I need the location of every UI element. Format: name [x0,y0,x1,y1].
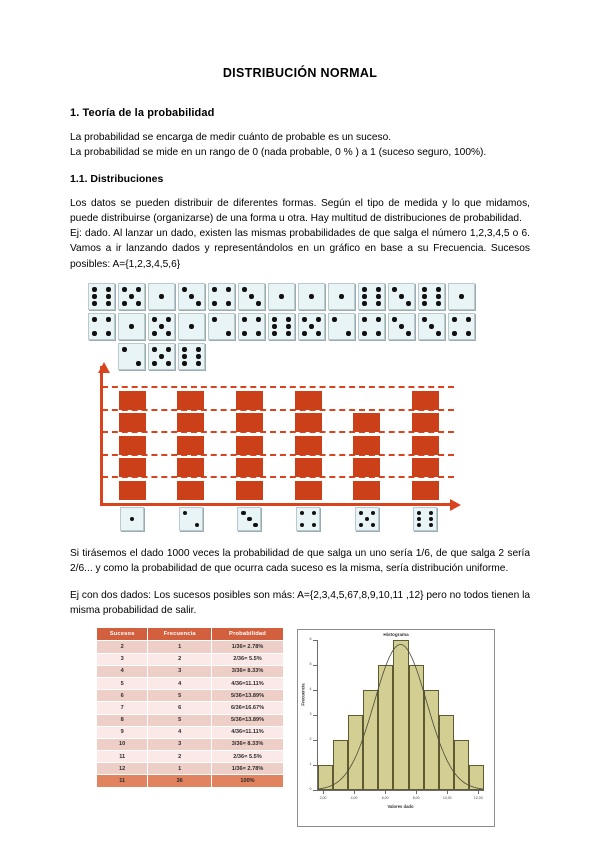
paragraph-6: Ej con dos dados: Los sucesos posibles son más: A={2,3,4,5,67,8,9,10,11 ,12} pero no todos tienen la misma probabilidad de salir. [70,589,530,616]
bar-segment [236,413,263,432]
x-label-2 [162,507,221,535]
table-row [97,763,284,775]
die-face-2 [328,313,355,340]
table-cell-sucesos: 9 [97,726,148,738]
table-row [97,653,284,665]
histogram-bar-7 [393,640,408,790]
bar-segment [295,458,322,477]
table-cell-sucesos: 10 [97,738,148,750]
histogram-bar-8 [409,665,424,790]
bar-segment [177,413,204,432]
column-header-sucesos: Sucesos [97,628,148,641]
table-cell-frecuencia: 2 [148,653,212,665]
y-tick [309,687,318,692]
table-cell-frecuencia: 3 [148,738,212,750]
die-face-4 [208,283,235,310]
table-row [97,641,284,653]
bar-segment [177,481,204,500]
histogram-bar-9 [424,690,439,790]
y-tick [309,787,318,792]
histogram-bar-12 [469,765,484,790]
table-cell-probabilidad: 4/36=11.11% [212,677,284,689]
table-cell-frecuencia: 4 [148,726,212,738]
column-header-frecuencia: Frecuencia [148,628,212,641]
y-tick [309,762,318,767]
bar-column-5 [337,391,396,503]
die-face-1 [120,507,144,531]
die-face-6 [413,507,437,531]
die-face-1 [298,283,325,310]
bar-column-6 [396,391,455,503]
bar-segment [177,391,204,410]
paragraph-5: Si tirásemos el dado 1000 veces la probabilidad de que salga un uno sería 1/6, de que salga 2 sería 2/6... y como la probabilidad de que ocurra cada suceso es la misma, sería distribución uniforme. [70,548,530,575]
x-label-1 [103,507,162,535]
document-content-2 [70,535,530,618]
histogram-title: Histograma [383,632,409,637]
die-face-1 [448,283,475,310]
die-face-1 [178,313,205,340]
die-face-4 [448,313,475,340]
table-cell-frecuencia: 5 [148,690,212,702]
dice-row [88,313,558,340]
bar-segment [353,436,380,455]
y-tick-label: 2 [309,737,312,742]
die-face-6 [88,283,115,310]
die-face-6 [418,283,445,310]
bar-segment [236,436,263,455]
die-face-5 [118,283,145,310]
table-cell-frecuencia: 3 [148,665,212,677]
die-face-2 [179,507,203,531]
histogram-x-axis [317,790,484,791]
table-row [97,751,284,763]
histogram-bar-6 [378,665,393,790]
bar-segment [295,413,322,432]
die-face-5 [148,313,175,340]
bar-segment [177,458,204,477]
table-cell-sucesos: 4 [97,665,148,677]
y-tick-label: 5 [309,662,312,667]
table-row [97,714,284,726]
table-cell-sucesos: 6 [97,690,148,702]
paragraph-4: Ej: dado. Al lanzar un dado, existen las mismas probabilidades de que salga el número 1,2,3,4,5 o 6. Vamos a ir lanzando dados y representándolos en un gráfico en base a su Frecuencia. Sucesos posibles: A={1,2,3,4,5,6} [70,228,530,270]
paragraph-3: Los datos se pueden distribuir de diferentes formas. Según el tipo de medida y lo que midamos, puede distribuirse (organizarse) de una forma u otra. Hay multitud de distribuciones de probabilidad. [70,197,530,224]
table-cell-frecuencia: 1 [148,641,212,653]
x-tick-label: 6,00 [381,796,389,800]
table-cell-frecuencia: 5 [148,714,212,726]
bar-segment [119,458,146,477]
bar-segment [295,481,322,500]
histogram-plot-area [318,640,484,790]
y-tick-label: 3 [309,712,312,717]
table-row [97,677,284,689]
table-cell-probabilidad: 1/36= 2.78% [212,763,284,775]
x-label-6 [396,507,455,535]
table-cell-sucesos: 12 [97,763,148,775]
bar-segment [353,481,380,500]
x-tick [385,790,386,794]
histogram-bar-5 [363,690,378,790]
bar-segment [412,436,439,455]
die-face-1 [268,283,295,310]
y-tick [309,712,318,717]
x-tick [447,790,448,794]
table-row [97,665,284,677]
y-tick [309,637,318,642]
y-tick-label: 6 [309,637,312,642]
bar-segment [295,391,322,410]
x-label-3 [220,507,279,535]
die-face-1 [328,283,355,310]
table-cell-frecuencia: 6 [148,702,212,714]
table-body [97,641,284,787]
y-tick [309,662,318,667]
paragraph-2: La probabilidad se mide en un rango de 0 (nada probable, 0 % ) a 1 (suceso seguro, 100%). [70,147,487,159]
table-header-row [97,628,284,641]
x-label-5 [337,507,396,535]
table-row [97,702,284,714]
table-cell-frecuencia: 1 [148,763,212,775]
table-total-cell-1: 36 [148,775,212,787]
die-face-3 [418,313,445,340]
bar-segment [295,436,322,455]
bar-segment [412,458,439,477]
histogram-y-axis-label: Frecuencia [300,683,306,706]
table-total-cell-2: 100% [212,775,284,787]
table-cell-probabilidad: 1/36= 2.78% [212,641,284,653]
histogram-bars [318,640,484,790]
table-cell-probabilidad: 5/36=13.89% [212,690,284,702]
table-cell-probabilidad: 5/36=13.89% [212,714,284,726]
histogram-bar-11 [454,740,469,790]
x-tick [478,790,479,794]
x-tick [416,790,417,794]
die-face-3 [238,283,265,310]
die-face-6 [358,283,385,310]
histogram-bar-10 [439,715,454,790]
subsection-heading-1-1: 1.1. Distribuciones [70,172,164,185]
die-face-4 [296,507,320,531]
table-cell-probabilidad: 3/36= 8.33% [212,738,284,750]
x-label-4 [279,507,338,535]
histogram-bar-3 [333,740,348,790]
histogram-x-axis-label: Valores dado [387,804,414,809]
bar-column-3 [220,391,279,503]
column-header-probabilidad: Probabilidad [212,628,284,641]
die-face-4 [238,313,265,340]
die-face-6 [268,313,295,340]
x-tick-label: 10,00 [442,796,452,800]
table-cell-frecuencia: 4 [148,677,212,689]
die-face-3 [178,283,205,310]
die-face-3 [388,313,415,340]
table-cell-frecuencia: 2 [148,751,212,763]
die-face-3 [388,283,415,310]
x-axis [100,503,452,506]
bar-segment [177,436,204,455]
document-content [70,0,530,272]
x-tick-label: 2,00 [319,796,327,800]
table-cell-sucesos: 8 [97,714,148,726]
table-cell-probabilidad: 6/36=16.67% [212,702,284,714]
uniform-distribution-bar-chart [96,360,466,535]
x-tick [354,790,355,794]
bar-segment [119,481,146,500]
bar-column-2 [162,391,221,503]
table-total-cell-0: 11 [97,775,148,787]
bar-segment [119,391,146,410]
table-cell-sucesos: 7 [97,702,148,714]
table-total-row [97,775,284,787]
bar-segment [353,413,380,432]
table-row [97,738,284,750]
x-tick-label: 8,00 [412,796,420,800]
section-heading-1: 1. Teoría de la probabilidad [70,107,215,119]
die-face-2 [208,313,235,340]
bar-segment [119,436,146,455]
x-tick [323,790,324,794]
bar-segment [412,481,439,500]
y-tick [309,737,318,742]
die-face-3 [237,507,261,531]
die-face-4 [358,313,385,340]
table-cell-sucesos: 2 [97,641,148,653]
bar-segment [412,413,439,432]
histogram-bar-4 [348,715,363,790]
die-face-4 [88,313,115,340]
die-face-5 [298,313,325,340]
bar-segment [236,481,263,500]
table-cell-probabilidad: 4/36=11.11% [212,726,284,738]
y-tick-label: 0 [309,787,312,792]
die-face-1 [118,313,145,340]
bar-columns [103,391,455,503]
bar-column-4 [279,391,338,503]
histogram-bar-2 [318,765,333,790]
x-tick-label: 12,00 [473,796,483,800]
table-cell-probabilidad: 3/36= 8.33% [212,665,284,677]
histogram-chart [297,629,495,827]
table-cell-sucesos: 3 [97,653,148,665]
bar-segment [119,413,146,432]
x-tick-label: 4,00 [350,796,358,800]
y-tick-label: 1 [309,762,312,767]
bar-segment [236,391,263,410]
die-face-1 [148,283,175,310]
table-cell-sucesos: 11 [97,751,148,763]
bar-column-1 [103,391,162,503]
gridline [102,386,454,388]
y-tick-label: 4 [309,687,312,692]
bar-segment [412,391,439,410]
table-row [97,726,284,738]
table-row [97,690,284,702]
table-cell-sucesos: 5 [97,677,148,689]
table-cell-probabilidad: 2/36= 5.5% [212,751,284,763]
probability-table [96,627,284,788]
dice-row [88,283,558,310]
bar-segment [236,458,263,477]
table-cell-probabilidad: 2/36= 5.5% [212,653,284,665]
page-title: DISTRIBUCIÓN NORMAL [222,66,378,80]
paragraph-1: La probabilidad se encarga de medir cuánto de probable es un suceso. [70,132,392,143]
x-axis-dice-labels [103,507,455,535]
bar-segment [353,458,380,477]
y-axis-arrow-icon [98,362,110,373]
die-face-5 [355,507,379,531]
